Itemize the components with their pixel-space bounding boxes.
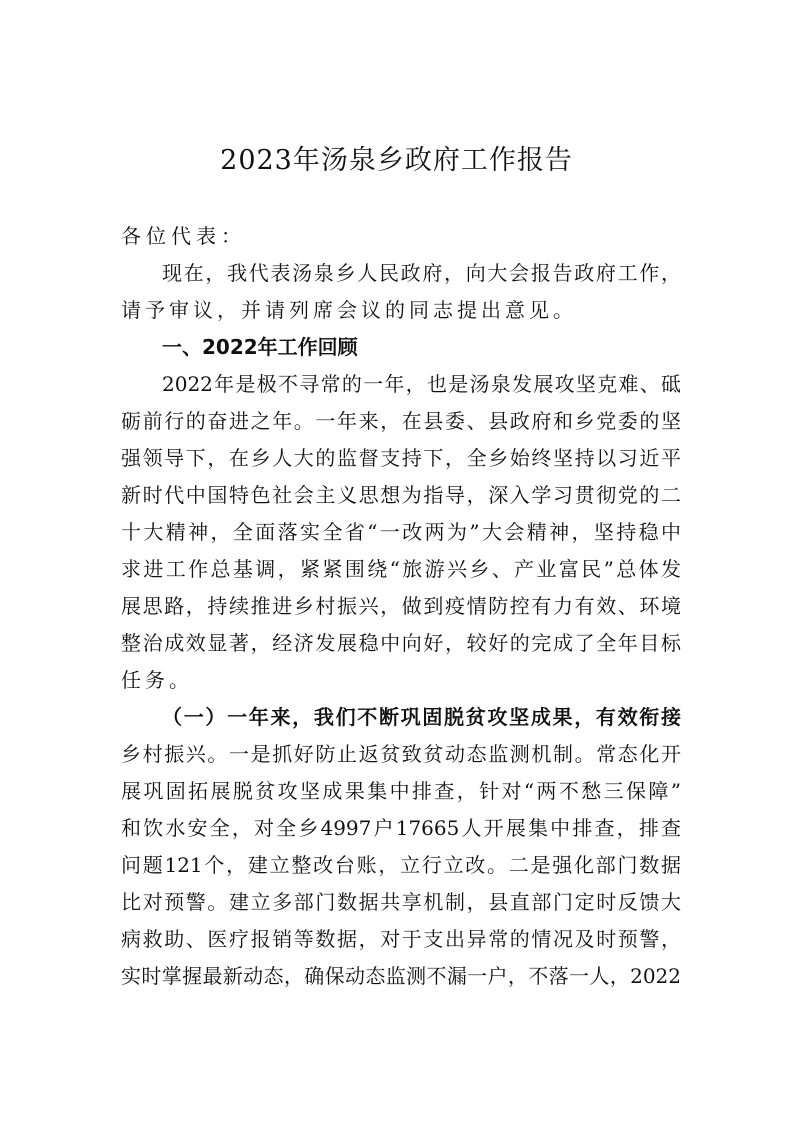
section-heading: 一、2022年工作回顾 [162, 335, 358, 359]
text-line: 任务。 [121, 668, 193, 692]
text-line: 问题121个，建立整改台账，立行立改。二是强化部门数据 [121, 853, 681, 877]
text-line: 整治成效显著，经济发展稳中向好，较好的完成了全年目标 [121, 631, 681, 655]
document-body [121, 218, 681, 995]
text-line: 新时代中国特色社会主义思想为指导，深入学习贯彻党的二 [121, 483, 681, 507]
text-line: 和饮水安全，对全乡4997户17665人开展集中排查，排查 [121, 816, 681, 840]
text-line: 2022年是极不寻常的一年，也是汤泉发展攻坚克难、砥 [162, 372, 681, 396]
text-line: 现在，我代表汤泉乡人民政府，向大会报告政府工作， [162, 261, 681, 285]
text-line: 砺前行的奋进之年。一年来，在县委、县政府和乡党委的坚 [121, 409, 681, 433]
text-line: 比对预警。建立多部门数据共享机制，县直部门定时反馈大 [121, 890, 681, 914]
salutation: 各位代表： [121, 224, 246, 248]
text-line: （一）一年来，我们不断巩固脱贫攻坚成果，有效衔接 [162, 705, 681, 729]
text-line: 请予审议，并请列席会议的同志提出意见。 [121, 298, 577, 322]
document-title: 2023年汤泉乡政府工作报告 [220, 145, 573, 176]
text-line: 实时掌握最新动态，确保动态监测不漏一户，不落一人，2022 [121, 964, 681, 988]
text-line: 十大精神，全面落实全省“一改两为”大会精神，坚持稳中 [121, 520, 681, 544]
text-line: 展思路，持续推进乡村振兴，做到疫情防控有力有效、环境 [121, 594, 681, 618]
text-line: 病救助、医疗报销等数据，对于支出异常的情况及时预警， [121, 927, 681, 951]
text-line: 乡村振兴。一是抓好防止返贫致贫动态监测机制。常态化开 [121, 742, 681, 766]
text-line: 展巩固拓展脱贫攻坚成果集中排查，针对“两不愁三保障” [121, 779, 681, 803]
text-line: 强领导下，在乡人大的监督支持下，全乡始终坚持以习近平 [121, 446, 681, 470]
text-line: 求进工作总基调，紧紧围绕“旅游兴乡、产业富民”总体发 [121, 557, 681, 581]
